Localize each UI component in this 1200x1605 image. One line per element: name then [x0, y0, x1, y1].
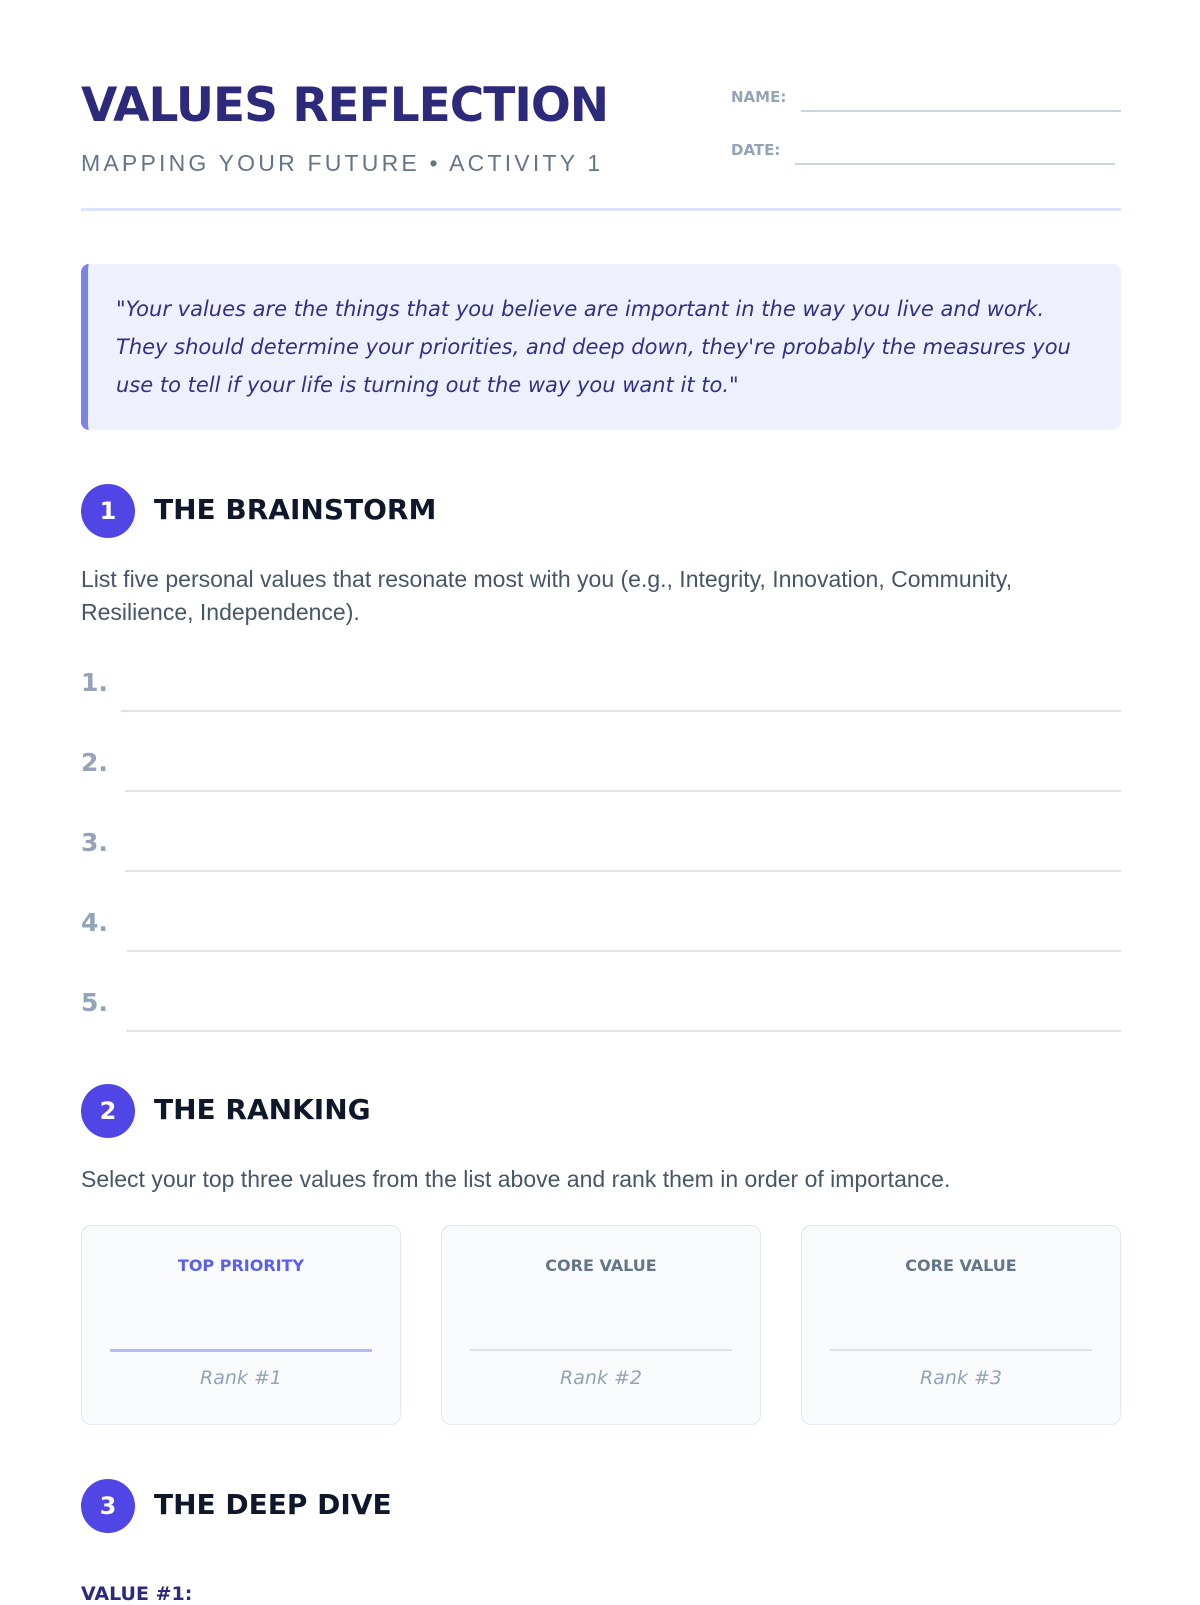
- section-ranking-heading: [81, 1084, 1121, 1138]
- rank-card-2[interactable]: [441, 1225, 761, 1425]
- name-label: NAME:: [731, 88, 787, 106]
- quote-text: "Your values are the things that you believe are important in the way you live and work. They should determine your priorities, and deep down, they're probably the measures you use to tell if your life is turning out the way you want it to.": [116, 297, 1071, 397]
- rank-caption: Rank #2: [560, 1367, 642, 1389]
- worksheet-page: [81, 0, 1121, 1605]
- section-number-badge: 1: [81, 484, 135, 538]
- page-title: VALUES REFLECTION: [81, 78, 609, 133]
- worksheet-header: [81, 78, 1121, 211]
- write-in-line: [125, 870, 1121, 872]
- deep-dive-value-label: VALUE #1:: [81, 1583, 193, 1605]
- date-label: DATE:: [731, 141, 781, 159]
- rank-write-line: [110, 1349, 372, 1352]
- section-brainstorm-heading: [81, 484, 1121, 538]
- write-in-line: [121, 710, 1121, 712]
- section-number-badge: 2: [81, 1084, 135, 1138]
- rank-caption: Rank #3: [920, 1367, 1002, 1389]
- line-number: 2.: [81, 748, 108, 777]
- line-number: 3.: [81, 828, 108, 857]
- page-subtitle: MAPPING YOUR FUTURE • ACTIVITY 1: [81, 150, 604, 176]
- quote-callout: [81, 264, 1121, 430]
- brainstorm-line[interactable]: [81, 748, 1121, 798]
- rank-write-line: [830, 1349, 1092, 1351]
- brainstorm-line[interactable]: [81, 988, 1121, 1038]
- header-divider: [81, 208, 1121, 211]
- section-title: THE BRAINSTORM: [154, 493, 437, 526]
- brainstorm-instructions: List five personal values that resonate most with you (e.g., Integrity, Innovation, Community, Resilience, Independence).: [81, 566, 1013, 625]
- rank-card-label: TOP PRIORITY: [177, 1256, 305, 1275]
- section-title: THE DEEP DIVE: [154, 1488, 392, 1521]
- name-field-line[interactable]: [801, 110, 1121, 112]
- rank-card-1[interactable]: [81, 1225, 401, 1425]
- brainstorm-line[interactable]: [81, 668, 1121, 718]
- date-field-line[interactable]: [795, 163, 1115, 165]
- rank-card-label: CORE VALUE: [545, 1256, 657, 1275]
- section-deep-dive-heading: [81, 1479, 1121, 1533]
- write-in-line: [125, 790, 1121, 792]
- rank-caption: Rank #1: [200, 1367, 282, 1389]
- section-title: THE RANKING: [154, 1093, 371, 1126]
- line-number: 1.: [81, 668, 108, 697]
- line-number: 5.: [81, 988, 108, 1017]
- brainstorm-line[interactable]: [81, 908, 1121, 958]
- rank-write-line: [470, 1349, 732, 1351]
- write-in-line: [126, 1030, 1121, 1032]
- rank-card-3[interactable]: [801, 1225, 1121, 1425]
- section-number-badge: 3: [81, 1479, 135, 1533]
- brainstorm-line[interactable]: [81, 828, 1121, 878]
- ranking-instructions: Select your top three values from the list above and rank them in order of importance.: [81, 1166, 951, 1192]
- line-number: 4.: [81, 908, 108, 937]
- write-in-line: [127, 950, 1121, 952]
- rank-card-label: CORE VALUE: [905, 1256, 1017, 1275]
